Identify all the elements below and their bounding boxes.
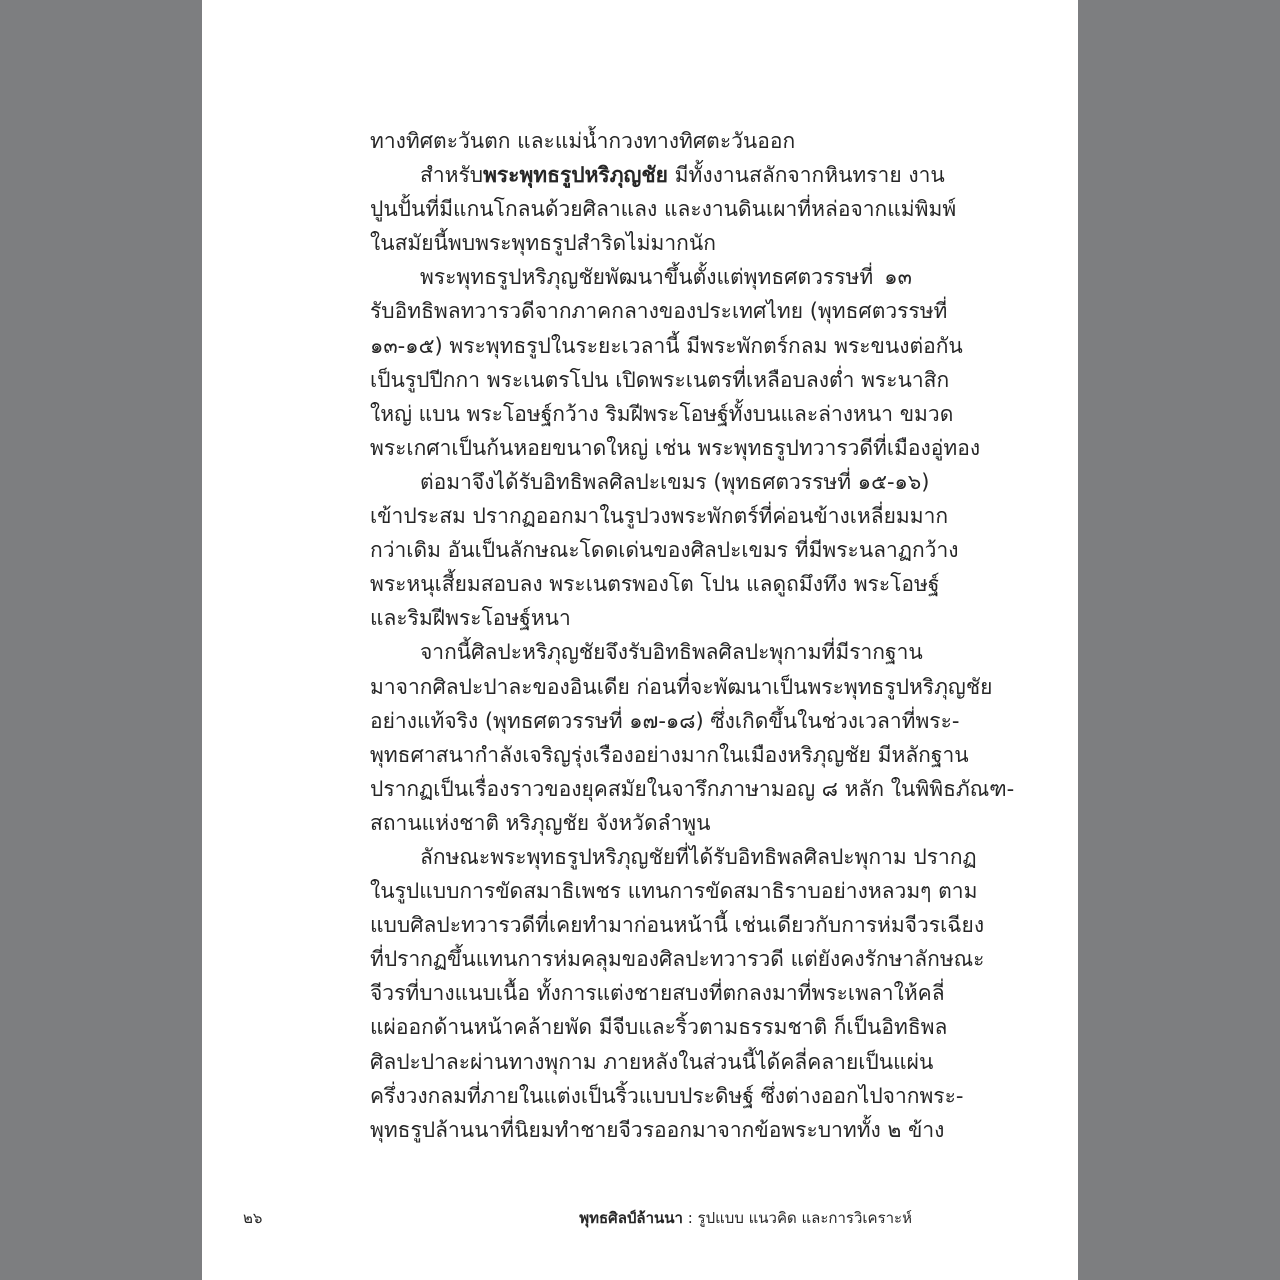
- body-text: [370, 124, 1015, 1147]
- text-line: ใหญ่ แบน พระโอษฐ์กว้าง ริมฝีพระโอษฐ์ทั้งบนและล่างหนา ขมวด: [370, 401, 954, 426]
- text-line: พุทธศาสนากำลังเจริญรุ่งเรืองอย่างมากในเมืองหริภุญชัย มีหลักฐาน: [370, 742, 969, 767]
- text-line: เป็นรูปปีกกา พระเนตรโปน เปิดพระเนตรที่เหลือบลงต่ำ พระนาสิก: [370, 367, 950, 392]
- text-line: พระพุทธรูปหริภุญชัยพัฒนาขึ้นตั้งแต่พุทธศตวรรษที่ ๑๓: [420, 265, 912, 290]
- page-number: ๒๖: [243, 1209, 263, 1227]
- text-line: จีวรที่บางแนบเนื้อ ทั้งการแต่งชายสบงที่ตกลงมาที่พระเพลาให้คลี่: [370, 981, 945, 1006]
- text-line: กว่าเดิม อันเป็นลักษณะโดดเด่นของศิลปะเขมร ที่มีพระนลาฏกว้าง: [370, 538, 959, 563]
- text-line: ต่อมาจึงได้รับอิทธิพลศิลปะเขมร (พุทธศตวรรษที่ ๑๕-๑๖): [420, 469, 930, 494]
- book-title: พุทธศิลป์ล้านนา: [579, 1209, 683, 1227]
- text-line: และริมฝีพระโอษฐ์หนา: [370, 606, 571, 631]
- book-subtitle: : รูปแบบ แนวคิด และการวิเคราะห์: [682, 1209, 912, 1227]
- bold-term: พระพุทธรูปหริภุญชัย: [483, 163, 668, 188]
- text-line: ที่ปรากฏขึ้นแทนการห่มคลุมของศิลปะทวารวดี แต่ยังคงรักษาลักษณะ: [370, 947, 985, 972]
- text-line: ทางทิศตะวันตก และแม่น้ำกวงทางทิศตะวันออก: [370, 129, 796, 153]
- text-line: ในรูปแบบการขัดสมาธิเพชร แทนการขัดสมาธิราบอย่างหลวมๆ ตาม: [370, 879, 978, 904]
- text-line: พระหนุเสี้ยมสอบลง พระเนตรพองโต โปน แลดูถมึงทึง พระโอษฐ์: [370, 572, 940, 597]
- text-line: ครึ่งวงกลมที่ภายในแต่งเป็นริ้วแบบประดิษฐ์ ซึ่งต่างออกไปจากพระ-: [370, 1083, 964, 1108]
- text-line: แบบศิลปะทวารวดีที่เคยทำมาก่อนหน้านี้ เช่นเดียวกับการห่มจีวรเฉียง: [370, 913, 985, 938]
- text-segment: สำหรับ: [420, 163, 484, 188]
- text-line: พุทธรูปล้านนาที่นิยมทำชายจีวรออกมาจากข้อพระบาททั้ง ๒ ข้าง: [370, 1117, 945, 1142]
- text-line: สถานแห่งชาติ หริภุญชัย จังหวัดลำพูน: [370, 810, 711, 835]
- text-line: ๑๓-๑๕) พระพุทธรูปในระยะเวลานี้ มีพระพักตร์กลม พระขนงต่อกัน: [370, 333, 963, 358]
- text-line: จากนี้ศิลปะหริภุญชัยจึงรับอิทธิพลศิลปะพุกามที่มีรากฐาน: [420, 640, 923, 665]
- text-line: ลักษณะพระพุทธรูปหริภุญชัยที่ได้รับอิทธิพลศิลปะพุกาม ปรากฏ: [420, 844, 977, 869]
- text-line: เข้าประสม ปรากฏออกมาในรูปวงพระพักตร์ที่ค่อนข้างเหลี่ยมมาก: [370, 504, 949, 529]
- text-line: อย่างแท้จริง (พุทธศตวรรษที่ ๑๗-๑๘) ซึ่งเกิดขึ้นในช่วงเวลาที่พระ-: [370, 708, 960, 733]
- text-line: รับอิทธิพลทวารวดีจากภาคกลางของประเทศไทย (พุทธศตวรรษที่: [370, 299, 948, 324]
- text-line: ปูนปั้นที่มีแกนโกลนด้วยศิลาแลง และงานดินเผาที่หล่อจากแม่พิมพ์: [370, 197, 957, 222]
- book-page: [202, 0, 1078, 1280]
- text-line: ปรากฏเป็นเรื่องราวของยุคสมัยในจารึกภาษามอญ ๘ หลัก ในพิพิธภัณฑ-: [370, 776, 1015, 801]
- text-line: แผ่ออกด้านหน้าคล้ายพัด มีจีบและริ้วตามธรรมชาติ ก็เป็นอิทธิพล: [370, 1015, 948, 1040]
- text-line: ในสมัยนี้พบพระพุทธรูปสำริดไม่มากนัก: [370, 231, 716, 256]
- running-footer: [579, 1206, 912, 1230]
- text-line: ศิลปะปาละผ่านทางพุกาม ภายหลังในส่วนนี้ได้คลี่คลายเป็นแผ่น: [370, 1049, 934, 1074]
- text-segment: มีทั้งงานสลักจากหินทราย งาน: [668, 163, 945, 188]
- text-line: พระเกศาเป็นก้นหอยขนาดใหญ่ เช่น พระพุทธรูปทวารวดีที่เมืองอู่ทอง: [370, 435, 981, 460]
- text-line: [370, 158, 945, 192]
- text-line: มาจากศิลปะปาละของอินเดีย ก่อนที่จะพัฒนาเป็นพระพุทธรูปหริภุญชัย: [370, 674, 993, 699]
